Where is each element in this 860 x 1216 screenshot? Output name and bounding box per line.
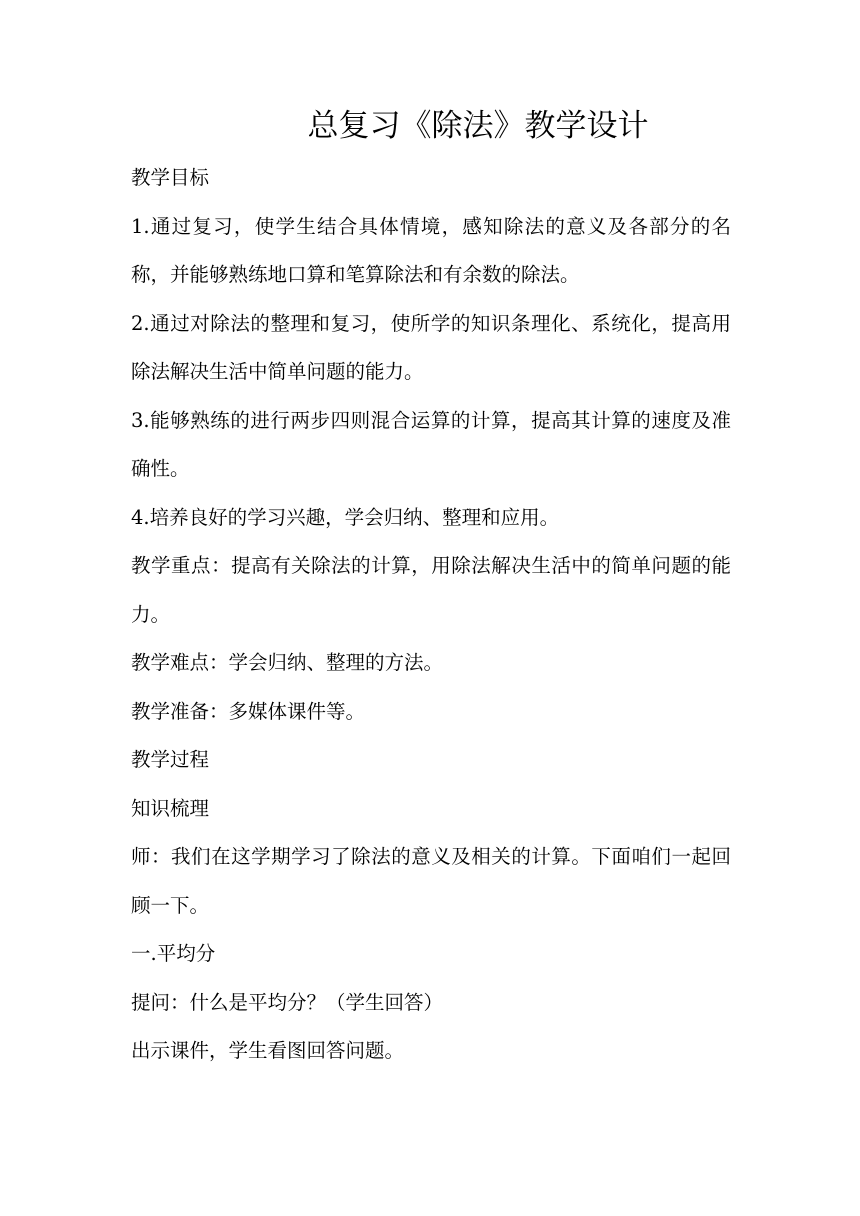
teaching-key-points: 教学重点：提高有关除法的计算，用除法解决生活中的简单问题的能力。 <box>131 554 731 626</box>
show-courseware: 出示课件，学生看图回答问题。 <box>131 1039 405 1062</box>
goal-item-2: 2.通过对除法的整理和复习，使所学的知识条理化、系统化，提高用除法解决生活中简单问题的能力。 <box>131 311 731 383</box>
heading-knowledge-review: 知识梳理 <box>131 796 210 820</box>
teaching-difficulties: 教学难点：学会归纳、整理的方法。 <box>131 651 444 674</box>
teacher-intro: 师：我们在这学期学习了除法的意义及相关的计算。下面咱们一起回顾一下。 <box>131 845 731 917</box>
question-average-division: 提问：什么是平均分？（学生回答） <box>131 990 444 1014</box>
goal-item-1: 1.通过复习，使学生结合具体情境，感知除法的意义及各部分的名称，并能够熟练地口算和笔算除法和有余数的除法。 <box>131 214 731 286</box>
teaching-preparation: 教学准备：多媒体课件等。 <box>131 699 366 723</box>
section-average-division: 一.平均分 <box>131 942 216 965</box>
document-body <box>131 154 731 1076</box>
document-title: 总复习《除法》教学设计 <box>307 108 649 144</box>
heading-teaching-goals: 教学目标 <box>131 166 210 189</box>
heading-teaching-process: 教学过程 <box>131 748 210 771</box>
goal-item-4: 4.培养良好的学习兴趣，学会归纳、整理和应用。 <box>131 505 560 529</box>
goal-item-3: 3.能够熟练的进行两步四则混合运算的计算，提高其计算的速度及准确性。 <box>131 408 731 480</box>
